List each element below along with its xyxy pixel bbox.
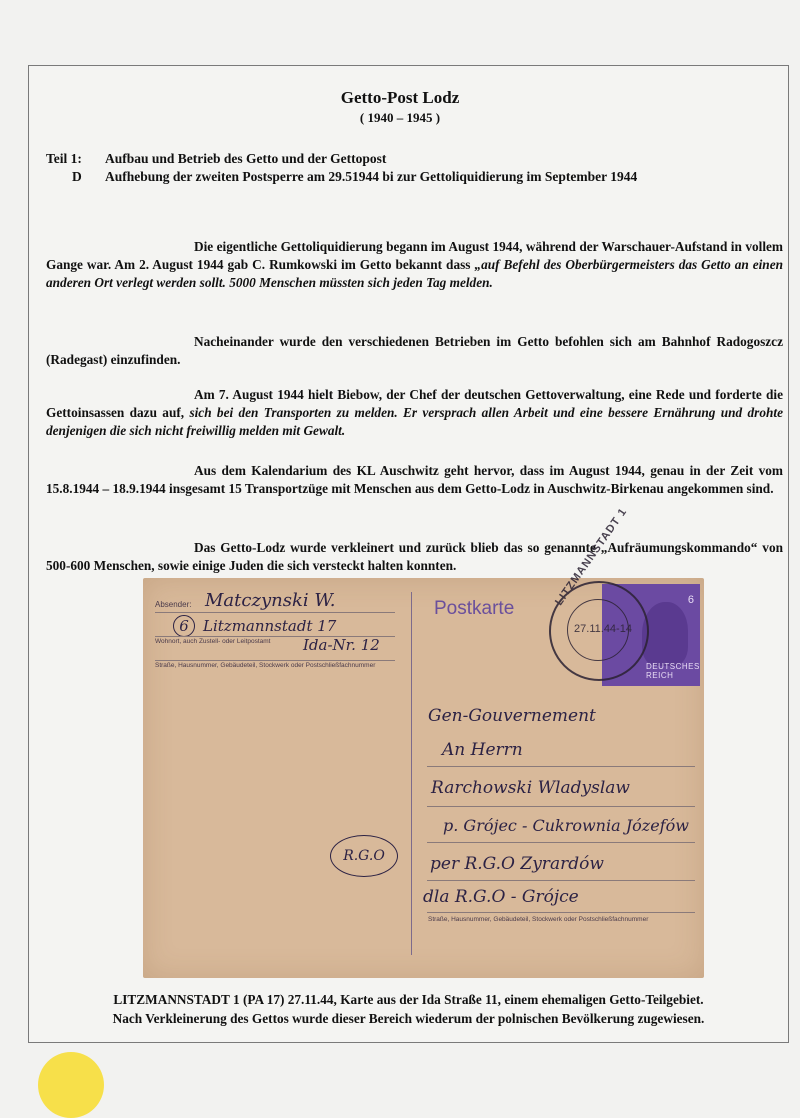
- paragraph-text: Nacheinander wurde den verschiedenen Betrieben im Getto befohlen sich am Bahnhof Radogoszcz (Radegast) einzufinden.: [46, 334, 783, 367]
- paragraph-biebow: [46, 386, 783, 440]
- residence-note: Wohnort, auch Zustell- oder Leitpostamt: [155, 638, 271, 645]
- section-label: D: [72, 169, 82, 184]
- sender-label: Absender:: [155, 600, 192, 609]
- paragraph-text: Das Getto-Lodz wurde verkleinert und zurück blieb das so genannte „Aufräumungskommando“ von 500-600 Menschen, sowie einige Juden die sich versteckt halten konnten.: [46, 540, 783, 573]
- postcard-heading: Postkarte: [434, 598, 515, 619]
- paragraph-liquidation: [46, 238, 783, 292]
- paragraph-auschwitz: [46, 462, 783, 498]
- sender-number: 6: [173, 615, 195, 637]
- address-rule: [427, 880, 695, 881]
- sender-line: [155, 612, 395, 613]
- section-title: Aufhebung der zweiten Postsperre am 29.51944 bi zur Gettoliquidierung im September 1944: [105, 169, 638, 184]
- sender-city: Litzmannstadt 17: [203, 617, 337, 635]
- address-line-1: Gen-Gouvernement: [428, 706, 596, 726]
- address-rule: [427, 766, 695, 767]
- caption-line-2: Nach Verkleinerung des Gettos wurde dieser Bereich wiederum der polnischen Bevölkerung zugewiesen.: [112, 1011, 705, 1026]
- postmark-cancel: [549, 505, 649, 681]
- part-label: Teil 1:: [46, 151, 82, 166]
- card-divider: [411, 592, 412, 955]
- address-line-3: Rarchowski Wladyslaw: [431, 778, 630, 798]
- stamp-country: DEUTSCHES REICH: [646, 662, 700, 680]
- sender-name: Matczynski W.: [205, 590, 336, 611]
- paragraph-text: Aus dem Kalendarium des KL Auschwitz geht hervor, dass im August 1944, genau in der Zeit vom 15.8.1944 – 18.9.1944 insgesamt 15 Transportzüge mit Menschen aus dem Getto-Lodz in Auschwitz-Birkenau angekommen sind.: [46, 463, 783, 496]
- page-title: Getto-Post Lodz: [340, 88, 460, 107]
- address-line-6: dla R.G.O - Grójce: [423, 887, 579, 907]
- sender-street: Ida-Nr. 12: [303, 636, 380, 654]
- yellow-sticker: [38, 1052, 104, 1118]
- paragraph-text: Am 7. August 1944 hielt Biebow, der Chef der deutschen Gettoverwaltung, eine Rede und forderte die Gettoinsassen dazu auf,: [46, 387, 783, 420]
- part-title: Aufbau und Betrieb des Getto und der Gettopost: [105, 151, 387, 166]
- rgo-circle-mark: R.G.O: [330, 835, 398, 877]
- address-rule: [427, 806, 695, 807]
- postmark-date: 27.11.44-14: [574, 623, 632, 635]
- paragraph-quote: „auf Befehl des Oberbürgermeisters das Getto an einen anderen Ort verlegt werden sollt. 5000 Menschen müssten sich jeden Tag melden.: [46, 257, 784, 290]
- paragraph-reduction: [46, 539, 783, 575]
- sender-city-line: [173, 615, 336, 637]
- address-rule: [427, 912, 695, 913]
- postmark-place: LITZMANNSTADT 1: [553, 505, 630, 608]
- address-line-2: An Herrn: [442, 740, 523, 760]
- paragraph-quote: sich bei den Transporten zu melden. Er versprach allen Arbeit und eine bessere Ernährung und drohte denjenigen die sich nicht freiwillig melden mit Gewalt.: [46, 405, 783, 438]
- caption-line-1: LITZMANNSTADT 1 (PA 17) 27.11.44, Karte aus der Ida Straße 11, einem ehemaligen Getto-Teilgebiet.: [113, 992, 704, 1007]
- address-rule: [427, 842, 695, 843]
- part-heading: [46, 150, 637, 186]
- paragraph-factories: [46, 333, 783, 369]
- stamp-value: 6: [687, 594, 694, 606]
- page-years: ( 1940 – 1945 ): [359, 110, 441, 125]
- paragraph-text: Die eigentliche Gettoliquidierung begann im August 1944, während der Warschauer-Aufstand in vollem Gange war. Am 2. August 1944 gab C. Rumkowski im Getto bekannt dass: [46, 239, 783, 272]
- sender-street-note: Straße, Hausnummer, Gebäudeteil, Stockwerk oder Postschließfachnummer: [155, 662, 376, 669]
- address-line-5: per R.G.O Zyrardów: [430, 854, 604, 874]
- sender-line: [155, 660, 395, 661]
- address-street-note: Straße, Hausnummer, Gebäudeteil, Stockwerk oder Postschließfachnummer: [428, 916, 649, 923]
- address-line-4: p. Grójec - Cukrownia Józefów: [443, 816, 689, 835]
